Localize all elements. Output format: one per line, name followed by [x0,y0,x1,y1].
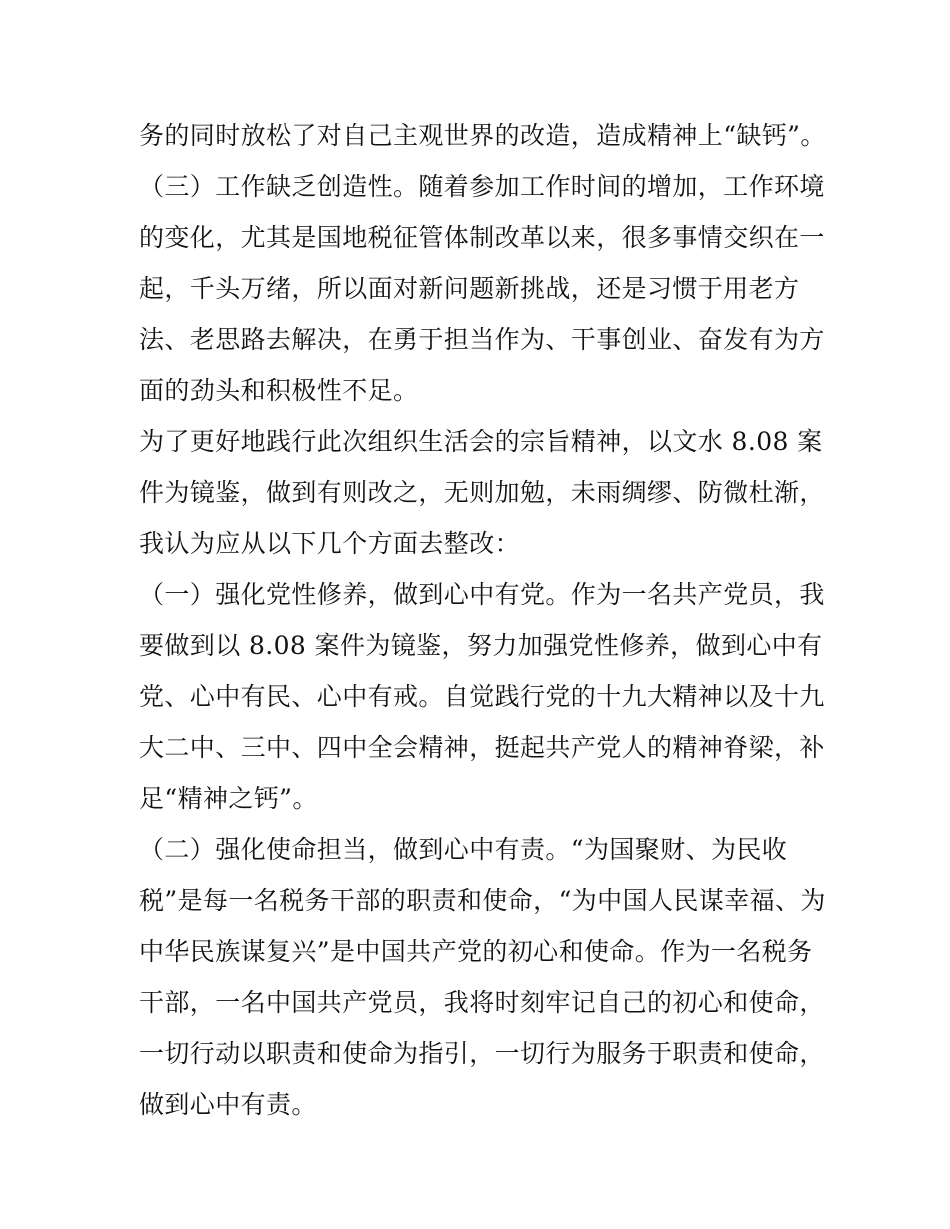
text-line: 的变化，尤其是国地税征管体制改革以来，很多事情交织在一 [139,223,825,252]
document-body [139,110,829,1130]
text-line: 要做到以 8.08 案件为镜鉴，努力加强党性修养，做到心中有 [139,631,823,660]
text-line: 我认为应从以下几个方面去整改： [139,529,521,558]
text-line: 干部，一名中国共产党员，我将时刻牢记自己的初心和使命， [139,988,825,1017]
text-line: （一）强化党性修养，做到心中有党。作为一名共产党员，我 [139,580,825,609]
text-line: 法、老思路去解决，在勇于担当作为、干事创业、奋发有为方 [139,325,825,354]
text-line: 大二中、三中、四中全会精神，挺起共产党人的精神脊梁，补 [139,733,825,762]
text-line: 一切行动以职责和使命为指引，一切行为服务于职责和使命， [139,1039,825,1068]
text-line: （三）工作缺乏创造性。随着参加工作时间的增加，工作环境 [139,172,825,201]
text-line: 党、心中有民、心中有戒。自觉践行党的十九大精神以及十九 [139,682,825,711]
text-line: 为了更好地践行此次组织生活会的宗旨精神，以文水 8.08 案 [139,427,823,456]
text-line: 件为镜鉴，做到有则改之，无则加勉，未雨绸缪、防微杜渐， [139,478,825,507]
text-line: （二）强化使命担当，做到心中有责。“为国聚财、为民收 [139,835,788,864]
text-line: 起，千头万绪，所以面对新问题新挑战，还是习惯于用老方 [139,274,800,303]
text-line: 税”是每一名税务干部的职责和使命，“为中国人民谋幸福、为 [139,886,826,915]
text-line: 做到心中有责。 [139,1090,317,1119]
text-line: 足“精神之钙”。 [139,784,318,813]
text-line: 中华民族谋复兴”是中国共产党的初心和使命。作为一名税务 [139,937,813,966]
text-line: 务的同时放松了对自己主观世界的改造，造成精神上“缺钙”。 [139,121,826,150]
text-line: 面的劲头和积极性不足。 [139,376,419,405]
